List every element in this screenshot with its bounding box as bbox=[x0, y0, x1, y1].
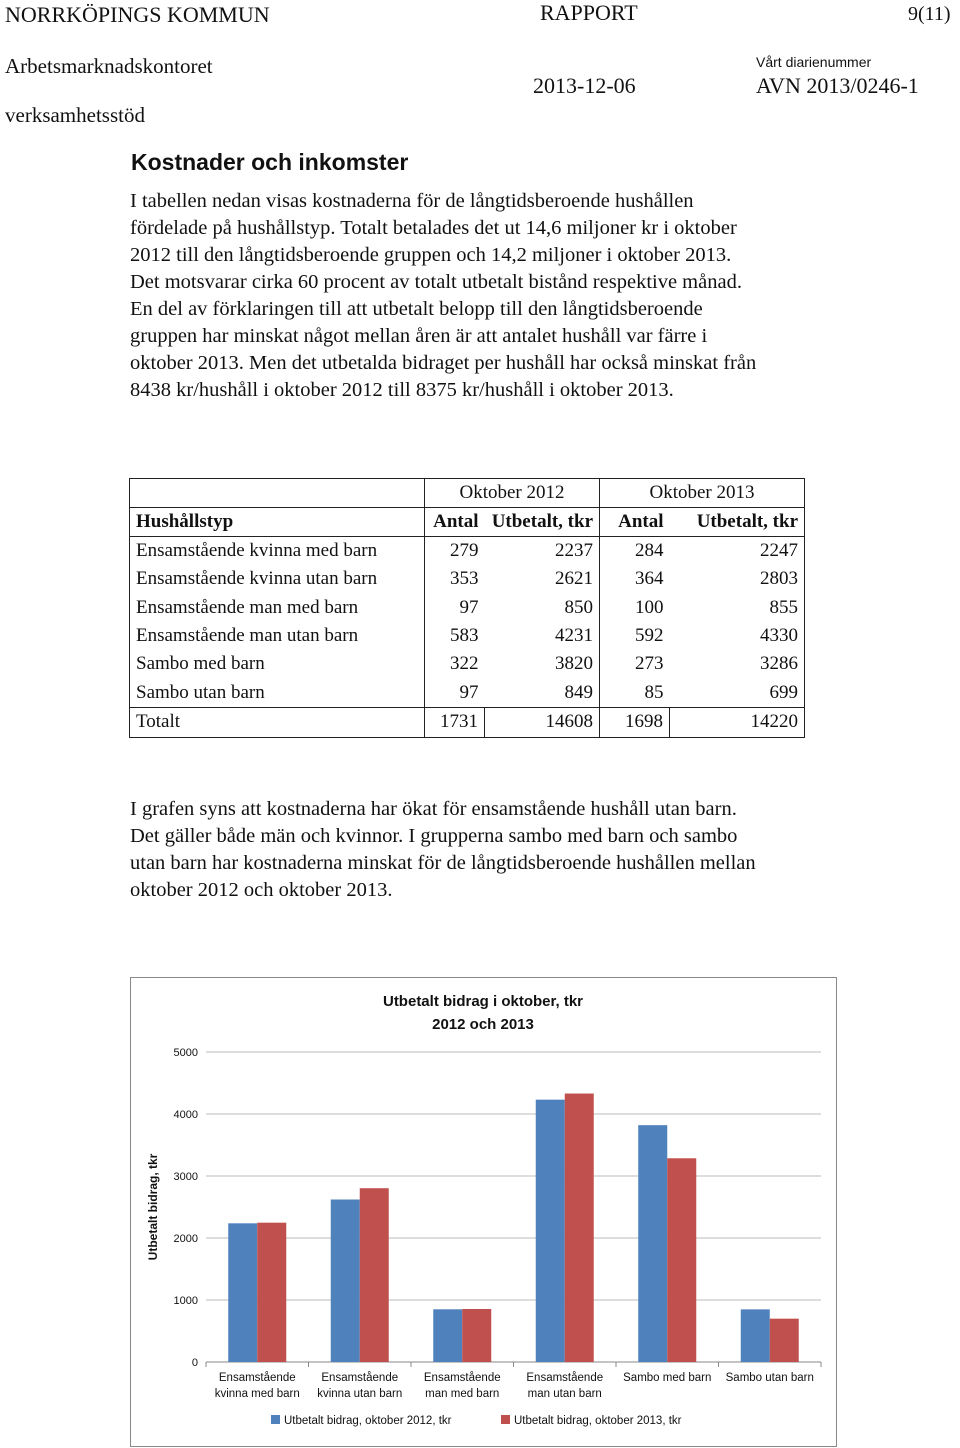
chart-title: Utbetalt bidrag i oktober, tkr bbox=[382, 993, 584, 1010]
table-header: Hushållstyp bbox=[130, 508, 425, 537]
bar bbox=[360, 1188, 389, 1362]
table-header: Utbetalt, tkr bbox=[670, 508, 805, 537]
bar bbox=[667, 1158, 696, 1362]
paragraph-line: fördelade på hushållstyp. Totalt betalades det ut 14,6 miljoner kr i oktober bbox=[130, 217, 737, 239]
x-tick-label: Sambo med barn bbox=[623, 1372, 712, 1384]
table-cell: 583 bbox=[425, 622, 485, 650]
x-tick-label: Ensamstående bbox=[218, 1372, 296, 1384]
legend-swatch bbox=[271, 1415, 280, 1424]
office-name: Arbetsmarknadskontoret bbox=[5, 54, 213, 78]
table-cell: Ensamstående man med barn bbox=[130, 594, 425, 622]
table-row bbox=[130, 650, 805, 678]
table-cell: 1731 bbox=[425, 707, 485, 737]
table-header-row bbox=[130, 508, 805, 537]
diarie-number: AVN 2013/0246-1 bbox=[756, 73, 919, 98]
table-header: Antal bbox=[425, 508, 485, 537]
chart-intro-paragraph bbox=[130, 796, 860, 904]
chart-canvas bbox=[131, 978, 836, 1446]
table-group-header: Oktober 2013 bbox=[600, 479, 805, 508]
table-cell: 273 bbox=[600, 650, 670, 678]
bar bbox=[331, 1199, 360, 1362]
table-cell: 85 bbox=[600, 678, 670, 707]
table-cell: 284 bbox=[600, 537, 670, 566]
y-axis-label: Utbetalt bidrag, tkr bbox=[146, 1153, 160, 1261]
y-tick-label: 2000 bbox=[173, 1233, 198, 1245]
table-header: Antal bbox=[600, 508, 670, 537]
table-cell: 364 bbox=[600, 565, 670, 593]
table-cell: 2247 bbox=[670, 537, 805, 566]
table-cell: 100 bbox=[600, 594, 670, 622]
x-tick-label: Ensamstående bbox=[526, 1372, 604, 1384]
table-cell: 353 bbox=[425, 565, 485, 593]
table-cell: 3286 bbox=[670, 650, 805, 678]
table-cell: Ensamstående kvinna med barn bbox=[130, 537, 425, 566]
y-tick-label: 4000 bbox=[173, 1109, 198, 1121]
diarie-label: Vårt diarienummer bbox=[756, 54, 872, 70]
x-tick-label: kvinna utan barn bbox=[317, 1388, 403, 1400]
table-cell: Ensamstående kvinna utan barn bbox=[130, 565, 425, 593]
legend-label: Utbetalt bidrag, oktober 2013, tkr bbox=[514, 1415, 682, 1427]
bar bbox=[741, 1309, 770, 1362]
table-cell: 4330 bbox=[670, 622, 805, 650]
paragraph-line: oktober 2013. Men det utbetalda bidraget per hushåll har också minskat från bbox=[130, 352, 757, 374]
table-group-header: Oktober 2012 bbox=[425, 479, 600, 508]
y-tick-label: 3000 bbox=[173, 1171, 198, 1183]
paragraph-line: utan barn har kostnaderna minskat för de långtidsberoende hushållen mellan bbox=[130, 852, 756, 874]
paragraph-line: Det gäller både män och kvinnor. I grupperna sambo med barn och sambo bbox=[130, 825, 738, 847]
bar bbox=[228, 1223, 257, 1362]
table-group-header-row bbox=[130, 479, 805, 508]
chart-title: 2012 och 2013 bbox=[432, 1016, 534, 1033]
legend-swatch bbox=[501, 1415, 510, 1424]
table-cell: 14608 bbox=[485, 707, 600, 737]
bar bbox=[770, 1319, 799, 1362]
bar bbox=[638, 1125, 667, 1362]
y-tick-label: 0 bbox=[191, 1357, 198, 1369]
table-cell: Sambo utan barn bbox=[130, 678, 425, 707]
bar bbox=[462, 1309, 491, 1362]
table-cell: 850 bbox=[485, 594, 600, 622]
table-cell: 97 bbox=[425, 594, 485, 622]
y-tick-label: 5000 bbox=[173, 1047, 198, 1059]
paragraph-line: En del av förklaringen till att utbetalt belopp till den långtidsberoende bbox=[130, 298, 703, 320]
cost-table bbox=[129, 478, 805, 738]
table-cell: Ensamstående man utan barn bbox=[130, 622, 425, 650]
table-cell: 592 bbox=[600, 622, 670, 650]
organization-name: NORRKÖPINGS KOMMUN bbox=[5, 2, 270, 27]
table-cell: 2803 bbox=[670, 565, 805, 593]
table-cell: 2237 bbox=[485, 537, 600, 566]
table-cell: 849 bbox=[485, 678, 600, 707]
table-cell: Sambo med barn bbox=[130, 650, 425, 678]
table-cell: 4231 bbox=[485, 622, 600, 650]
paragraph-line: I grafen syns att kostnaderna har ökat för ensamstående hushåll utan barn. bbox=[130, 798, 737, 820]
table-row bbox=[130, 622, 805, 650]
table-row bbox=[130, 594, 805, 622]
paragraph-line: 2012 till den långtidsberoende gruppen och 14,2 miljoner i oktober 2013. bbox=[130, 244, 732, 266]
bar bbox=[536, 1100, 565, 1362]
bar bbox=[565, 1094, 594, 1362]
x-tick-label: Sambo utan barn bbox=[725, 1372, 814, 1384]
table-header: Utbetalt, tkr bbox=[485, 508, 600, 537]
paragraph-line: I tabellen nedan visas kostnaderna för de långtidsberoende hushållen bbox=[130, 190, 694, 212]
table-row bbox=[130, 565, 805, 593]
paragraph-line: gruppen har minskat något mellan åren är att antalet hushåll var färre i bbox=[130, 325, 708, 347]
table-row bbox=[130, 678, 805, 707]
table-cell: 2621 bbox=[485, 565, 600, 593]
paragraph-line: Det motsvarar cirka 60 procent av totalt utbetalt bistånd respektive månad. bbox=[130, 271, 742, 293]
section-heading: Kostnader och inkomster bbox=[131, 149, 409, 175]
table-cell: 322 bbox=[425, 650, 485, 678]
bar bbox=[257, 1223, 286, 1362]
table-cell: 14220 bbox=[670, 707, 805, 737]
table-cell: 855 bbox=[670, 594, 805, 622]
table-header-empty bbox=[130, 479, 425, 508]
x-tick-label: Ensamstående bbox=[321, 1372, 399, 1384]
x-tick-label: man utan barn bbox=[527, 1388, 602, 1400]
bar bbox=[433, 1309, 462, 1362]
table-cell: 699 bbox=[670, 678, 805, 707]
y-tick-label: 1000 bbox=[173, 1295, 198, 1307]
paragraph-line: 8438 kr/hushåll i oktober 2012 till 8375 kr/hushåll i oktober 2013. bbox=[130, 379, 674, 401]
x-tick-label: Ensamstående bbox=[423, 1372, 501, 1384]
document-date: 2013-12-06 bbox=[533, 73, 636, 98]
document-type: RAPPORT bbox=[540, 0, 638, 25]
table-cell: 3820 bbox=[485, 650, 600, 678]
table-row bbox=[130, 537, 805, 566]
table-cell: Totalt bbox=[130, 707, 425, 737]
table-total-row bbox=[130, 707, 805, 737]
unit-name: verksamhetsstöd bbox=[5, 103, 145, 127]
table-cell: 1698 bbox=[600, 707, 670, 737]
x-tick-label: man med barn bbox=[425, 1388, 500, 1400]
legend-label: Utbetalt bidrag, oktober 2012, tkr bbox=[284, 1415, 452, 1427]
table-cell: 279 bbox=[425, 537, 485, 566]
x-tick-label: kvinna med barn bbox=[214, 1388, 300, 1400]
paragraph-line: oktober 2012 och oktober 2013. bbox=[130, 879, 393, 901]
table-cell: 97 bbox=[425, 678, 485, 707]
intro-paragraph bbox=[130, 188, 860, 404]
bar-chart bbox=[130, 977, 837, 1447]
page-number: 9(11) bbox=[908, 3, 951, 25]
